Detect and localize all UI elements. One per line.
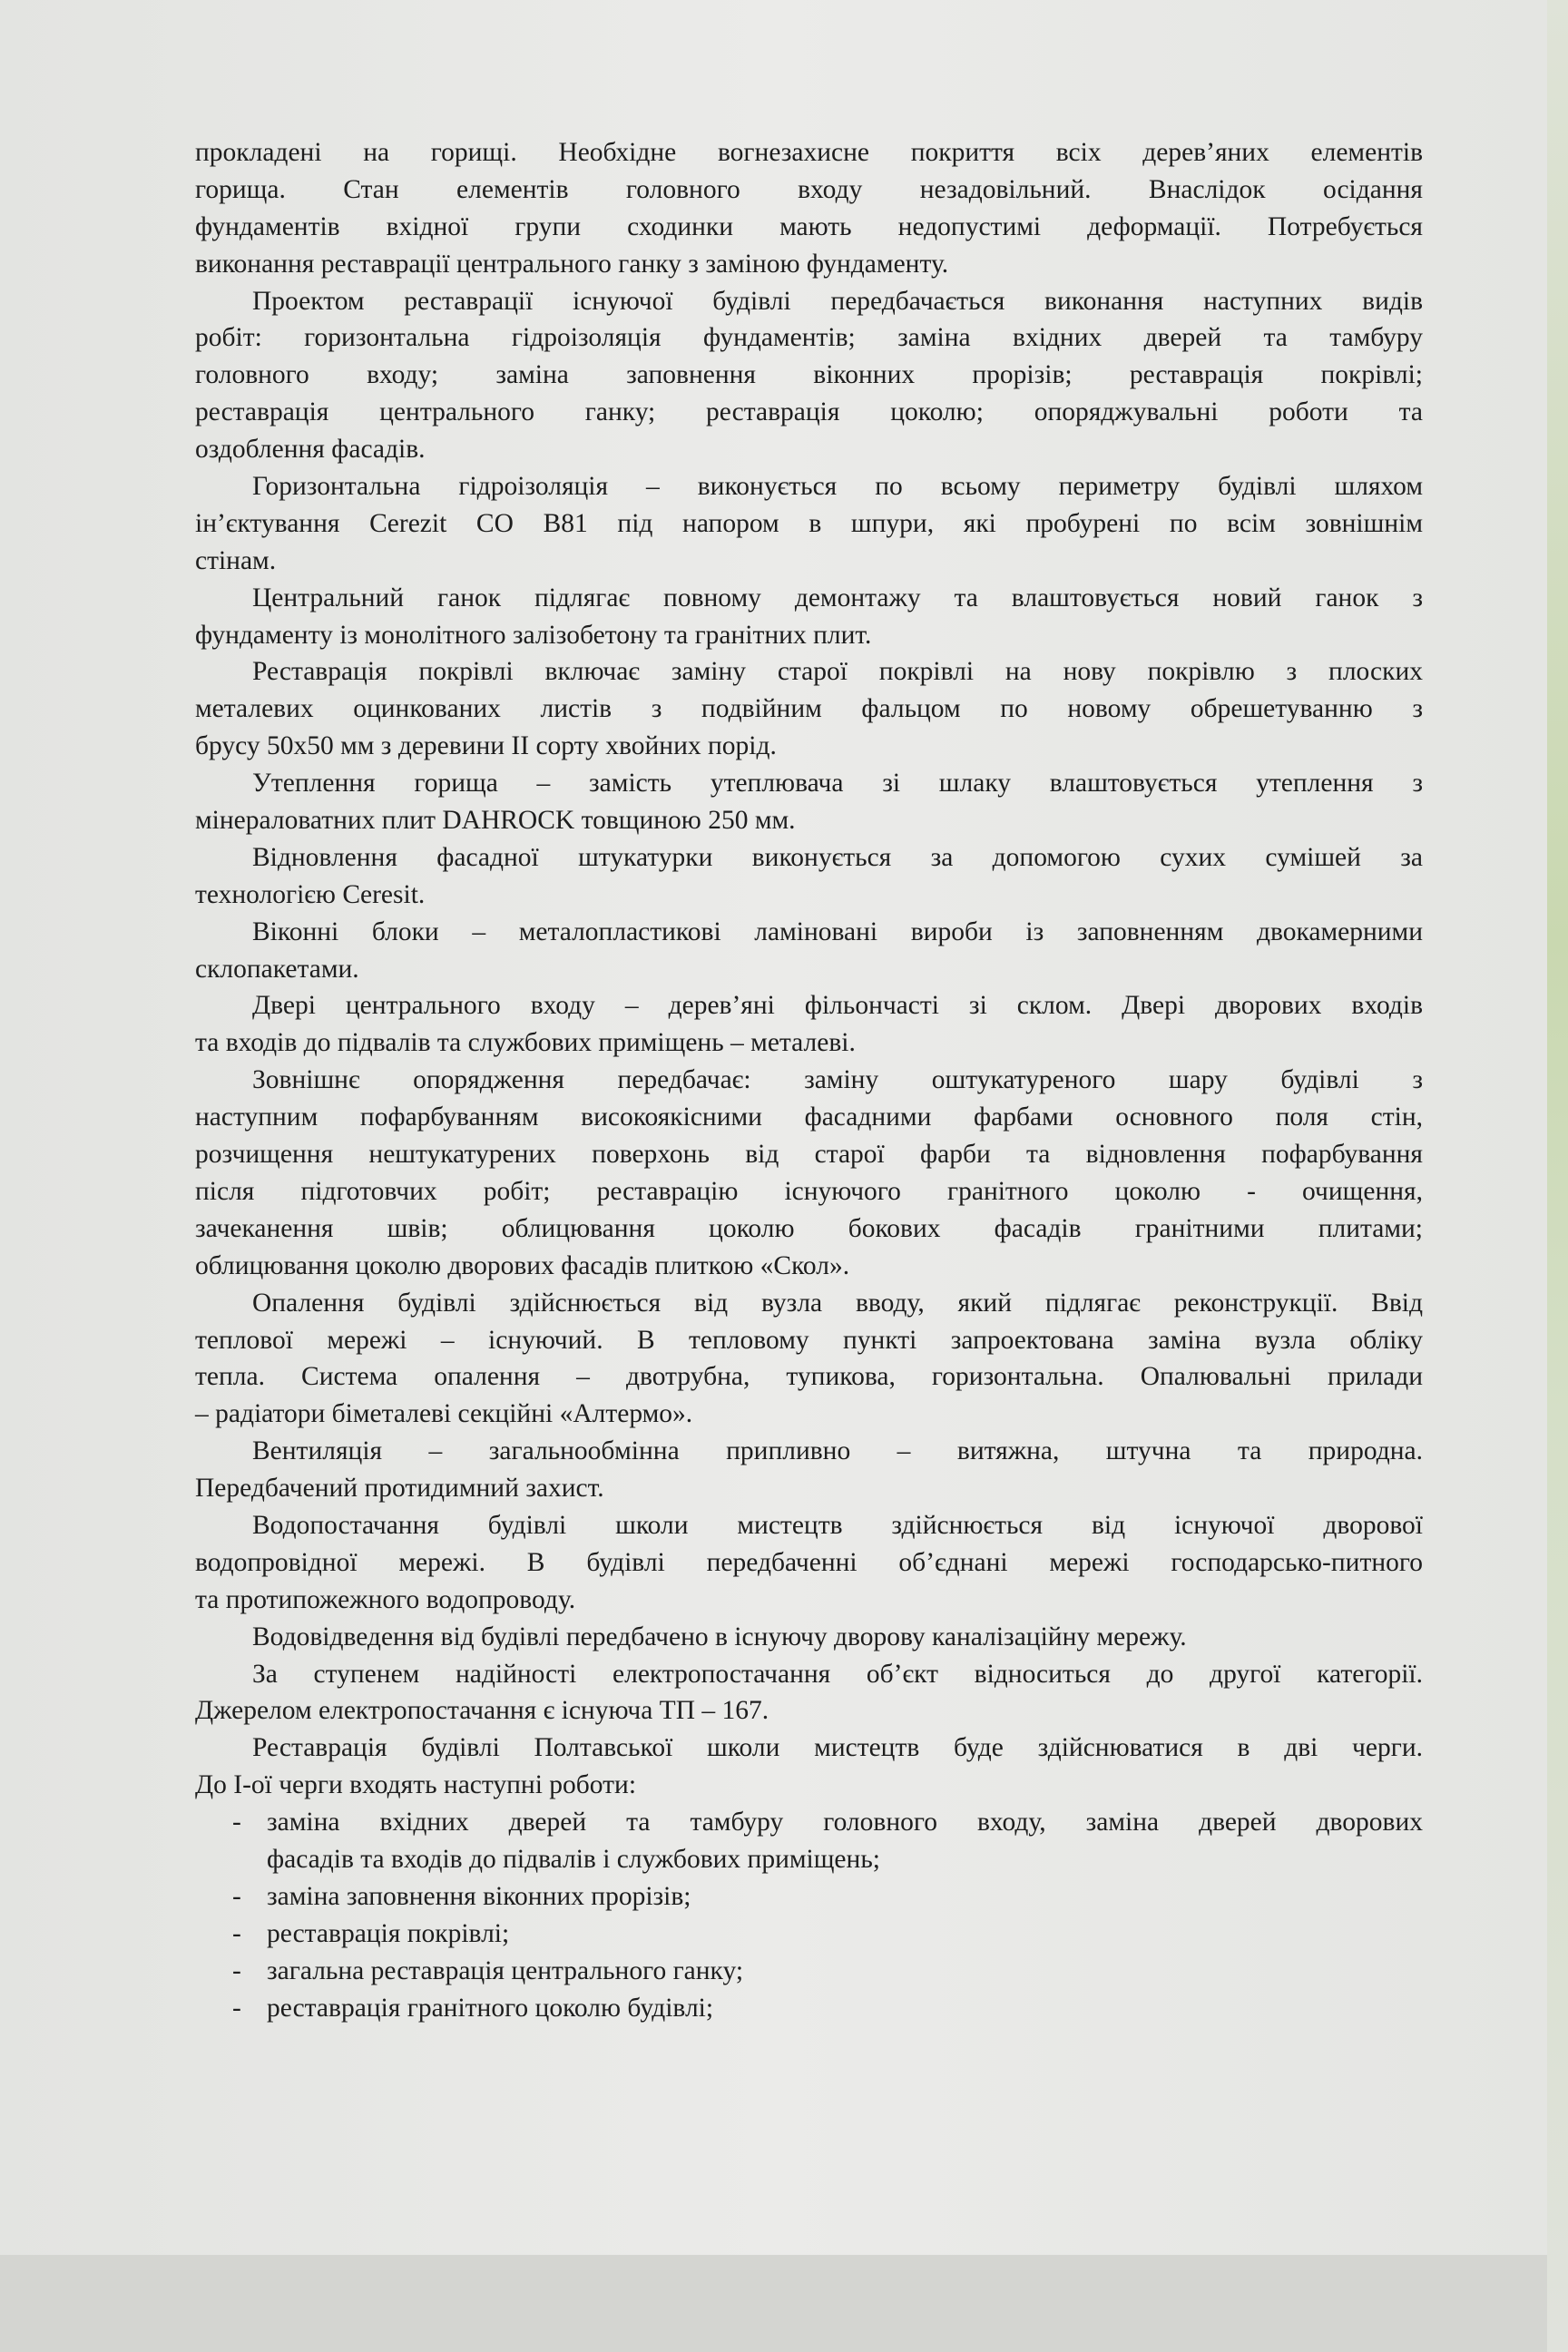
text-line: заміна заповнення віконних прорізів; bbox=[267, 1881, 691, 1911]
paragraph bbox=[195, 765, 1423, 839]
text-line: Передбачений протидимний захист. bbox=[195, 1474, 604, 1504]
text-line: Віконні блоки – металопластикові ламіновані вироби із заповненням двокамерними bbox=[252, 916, 1423, 946]
text-line: фасадів та входів до підвалів і службових приміщень; bbox=[267, 1844, 880, 1874]
paragraph bbox=[195, 134, 1423, 283]
text-line: технологією Ceresit. bbox=[195, 879, 426, 909]
text-line: робіт: горизонтальна гідроізоляція фундаментів; заміна вхідних дверей та тамбуру bbox=[195, 323, 1423, 353]
text-line: оздоблення фасадів. bbox=[195, 435, 426, 465]
list-item bbox=[195, 1953, 1423, 1990]
paragraph bbox=[195, 839, 1423, 914]
text-line: Центральний ганок підлягає повному демонтажу та влаштовується новий ганок з bbox=[252, 583, 1423, 612]
list-item bbox=[195, 1878, 1423, 1916]
paragraph bbox=[195, 1507, 1423, 1619]
text-line: Вентиляція – загальнообмінна припливно – витяжна, штучна та природна. bbox=[252, 1436, 1423, 1466]
background-surface bbox=[0, 2255, 1547, 2352]
text-line: загальна реставрація центрального ганку; bbox=[267, 1955, 744, 1985]
paragraph bbox=[195, 1730, 1423, 1804]
text-line: ін’єктування Cerezit CO B81 під напором в шпури, які пробурені по всім зовнішнім bbox=[195, 508, 1423, 538]
paragraph bbox=[195, 653, 1423, 765]
text-line: реставрація покрівлі; bbox=[267, 1918, 510, 1948]
text-line: За ступенем надійності електропостачання об’єкт відноситься до другої категорії. bbox=[252, 1659, 1423, 1689]
background-drawing-edge bbox=[1547, 0, 1568, 2352]
text-line: брусу 50х50 мм з деревини II сорту хвойних порід. bbox=[195, 731, 777, 761]
text-line: виконання реставрації центрального ганку з заміною фундаменту. bbox=[195, 249, 949, 279]
paragraph bbox=[195, 1433, 1423, 1507]
text-line: Зовнішнє опорядження передбачає: заміну оштукатуреного шару будівлі з bbox=[252, 1065, 1423, 1095]
text-line: прокладені на горищі. Необхідне вогнезахисне покриття всіх дерев’яних елементів bbox=[195, 138, 1423, 167]
text-line: розчищення нештукатурених поверхонь від старої фарби та відновлення пофарбування bbox=[195, 1140, 1423, 1170]
paragraph bbox=[195, 1285, 1423, 1434]
list-bullet: - bbox=[232, 1808, 241, 1838]
list-bullet: - bbox=[232, 1918, 241, 1948]
text-line: фундаменту із монолітного залізобетону та гранітних плит. bbox=[195, 620, 872, 650]
text-line: горища. Стан елементів головного входу незадовільний. Внаслідок осідання bbox=[195, 174, 1423, 204]
text-line: наступним пофарбуванням високоякісними фасадними фарбами основного поля стін, bbox=[195, 1102, 1423, 1132]
paragraph bbox=[195, 468, 1423, 580]
list-bullet: - bbox=[232, 1955, 241, 1985]
text-line: реставрація гранітного цоколю будівлі; bbox=[267, 1993, 714, 2023]
text-line: Джерелом електропостачання є існуюча ТП – 167. bbox=[195, 1696, 769, 1726]
text-line: мінераловатних плит DAHROCK товщиною 250 мм. bbox=[195, 806, 796, 836]
text-line: фундаментів вхідної групи сходинки мають недопустимі деформації. Потребується bbox=[195, 211, 1423, 241]
text-line: Реставрація будівлі Полтавської школи мистецтв буде здійснюватися в дві черги. bbox=[252, 1733, 1423, 1763]
list-bullet: - bbox=[232, 1993, 241, 2023]
text-line: та протипожежного водопроводу. bbox=[195, 1584, 576, 1614]
paragraph bbox=[195, 914, 1423, 988]
list-item bbox=[195, 1916, 1423, 1953]
text-line: теплової мережі – існуючий. В тепловому пункті запроектована заміна вузла обліку bbox=[195, 1325, 1423, 1355]
text-line: Відновлення фасадної штукатурки виконується за допомогою сухих сумішей за bbox=[252, 842, 1423, 872]
text-line: Горизонтальна гідроізоляція – виконується по всьому периметру будівлі шляхом bbox=[252, 472, 1423, 502]
text-line: – радіатори біметалеві секційні «Алтермо». bbox=[195, 1399, 693, 1429]
text-line: головного входу; заміна заповнення віконних прорізів; реставрація покрівлі; bbox=[195, 360, 1423, 390]
text-line: склопакетами. bbox=[195, 954, 359, 984]
text-line: тепла. Система опалення – двотрубна, тупикова, горизонтальна. Опалювальні прилади bbox=[195, 1362, 1423, 1392]
text-line: стінам. bbox=[195, 545, 277, 575]
text-line: та входів до підвалів та службових приміщень – металеві. bbox=[195, 1028, 856, 1058]
paragraph bbox=[195, 1656, 1423, 1730]
text-line: металевих оцинкованих листів з подвійним фальцом по новому обрешетуванню з bbox=[195, 694, 1423, 724]
text-line: Двері центрального входу – дерев’яні фільончасті зі склом. Двері дворових входів bbox=[252, 991, 1423, 1021]
text-line: Опалення будівлі здійснюється від вузла вводу, який підлягає реконструкції. Ввід bbox=[252, 1288, 1423, 1318]
text-line: Утеплення горища – замість утеплювача зі шлаку влаштовується утеплення з bbox=[252, 769, 1423, 799]
text-line: Водовідведення від будівлі передбачено в існуючу дворову каналізаційну мережу. bbox=[252, 1622, 1187, 1651]
document-body bbox=[195, 134, 1423, 2026]
text-line: До І-ої черги входять наступні роботи: bbox=[195, 1770, 637, 1800]
paragraph bbox=[195, 1619, 1423, 1656]
text-line: облицювання цоколю дворових фасадів плиткою «Скол». bbox=[195, 1250, 850, 1280]
text-line: після підготовчих робіт; реставрацію існуючого гранітного цоколю - очищення, bbox=[195, 1176, 1423, 1206]
paragraph bbox=[195, 580, 1423, 654]
paragraph bbox=[195, 1062, 1423, 1284]
list-item bbox=[195, 1804, 1423, 1878]
text-line: Водопостачання будівлі школи мистецтв здійснюється від існуючої дворової bbox=[252, 1510, 1423, 1540]
list-bullet: - bbox=[232, 1881, 241, 1911]
paragraph bbox=[195, 987, 1423, 1062]
text-line: Реставрація покрівлі включає заміну старої покрівлі на нову покрівлю з плоских bbox=[252, 657, 1423, 687]
list-item bbox=[195, 1990, 1423, 2027]
text-line: Проектом реставрації існуючої будівлі передбачається виконання наступних видів bbox=[252, 286, 1423, 316]
text-line: водопровідної мережі. В будівлі передбаченні об’єднані мережі господарсько-питного bbox=[195, 1547, 1423, 1577]
text-line: реставрація центрального ганку; реставрація цоколю; опоряджувальні роботи та bbox=[195, 397, 1423, 427]
text-line: зачеканення швів; облицювання цоколю бокових фасадів гранітними плитами; bbox=[195, 1213, 1423, 1243]
text-line: заміна вхідних дверей та тамбуру головного входу, заміна дверей дворових bbox=[267, 1808, 1423, 1838]
paragraph bbox=[195, 283, 1423, 468]
